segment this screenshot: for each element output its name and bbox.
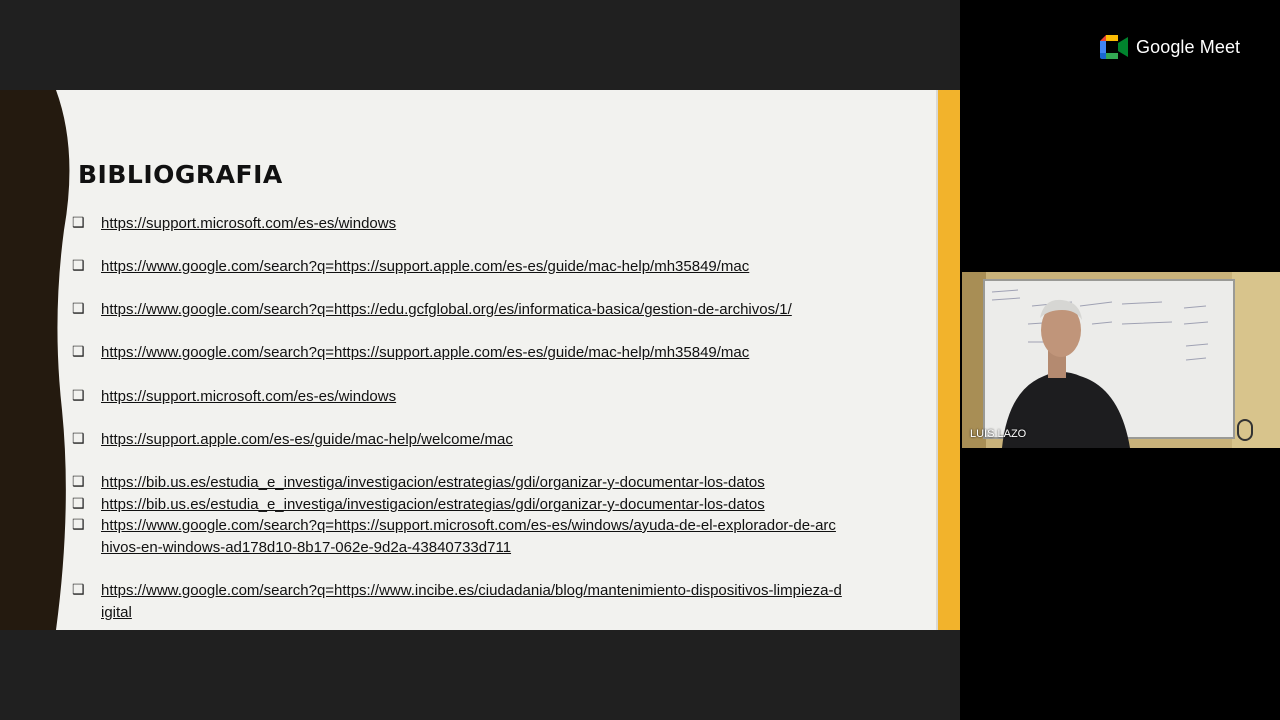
bibliography-link[interactable]: https://www.google.com/search?q=https://edu.gcfglobal.org/es/informatica-basica/gestion-de-archivos/1/: [101, 301, 792, 318]
bibliography-item: [72, 515, 842, 559]
bibliography-link[interactable]: https://support.apple.com/es-es/guide/mac-help/welcome/mac: [101, 431, 513, 448]
square-bullet-icon: ❑: [72, 516, 85, 532]
square-bullet-icon: ❑: [72, 473, 85, 489]
google-meet-brand: [1100, 34, 1240, 60]
square-bullet-icon: ❑: [72, 343, 85, 359]
bibliography-item: [72, 213, 842, 235]
square-bullet-icon: ❑: [72, 257, 85, 273]
bibliography-item: [72, 299, 842, 321]
slide-title: BIBLIOGRAFIA: [78, 160, 283, 189]
bibliography-link[interactable]: https://www.google.com/search?q=https://support.apple.com/es-es/guide/mac-help/mh35849/mac: [101, 344, 750, 361]
bibliography-item: [72, 472, 842, 494]
bibliography-item: [72, 256, 842, 278]
square-bullet-icon: ❑: [72, 581, 85, 597]
bibliography-item: [72, 494, 842, 516]
bibliography-link[interactable]: https://support.microsoft.com/es-es/windows: [101, 388, 397, 405]
square-bullet-icon: ❑: [72, 495, 85, 511]
slide-accent-bar: [938, 90, 960, 630]
bibliography-link[interactable]: https://www.google.com/search?q=https://support.apple.com/es-es/guide/mac-help/mh35849/mac: [101, 258, 750, 275]
bibliography-link[interactable]: https://www.google.com/search?q=https://support.microsoft.com/es-es/windows/ayuda-de-el-explorador-de-archivos-en-windows-ad178d10-8b17-062e-9d2a-43840733d711: [101, 517, 836, 556]
bibliography-link[interactable]: https://support.microsoft.com/es-es/windows: [101, 215, 397, 232]
presented-slide: [0, 90, 960, 630]
google-meet-logo-icon: [1100, 35, 1128, 59]
participant-video-tile[interactable]: [962, 272, 1280, 448]
bibliography-item: [72, 386, 842, 408]
square-bullet-icon: ❑: [72, 300, 85, 316]
bibliography-item: [72, 429, 842, 451]
meet-brand-text: Google Meet: [1136, 36, 1241, 57]
square-bullet-icon: ❑: [72, 430, 85, 446]
bibliography-link[interactable]: https://bib.us.es/estudia_e_investiga/investigacion/estrategias/gdi/organizar-y-documentar-los-datos: [101, 474, 765, 491]
square-bullet-icon: ❑: [72, 387, 85, 403]
bibliography-link[interactable]: https://bib.us.es/estudia_e_investiga/investigacion/estrategias/gdi/organizar-y-documentar-los-datos: [101, 496, 765, 513]
participant-name-label: LUIS LAZO: [970, 428, 1027, 440]
square-bullet-icon: ❑: [72, 214, 85, 230]
bibliography-item: [72, 342, 842, 364]
participant-video-frame: [962, 272, 1280, 448]
bibliography-link[interactable]: https://www.google.com/search?q=https://www.incibe.es/ciudadania/blog/mantenimiento-dispositivos-limpieza-digital: [101, 582, 842, 621]
bibliography-item: [72, 580, 842, 624]
